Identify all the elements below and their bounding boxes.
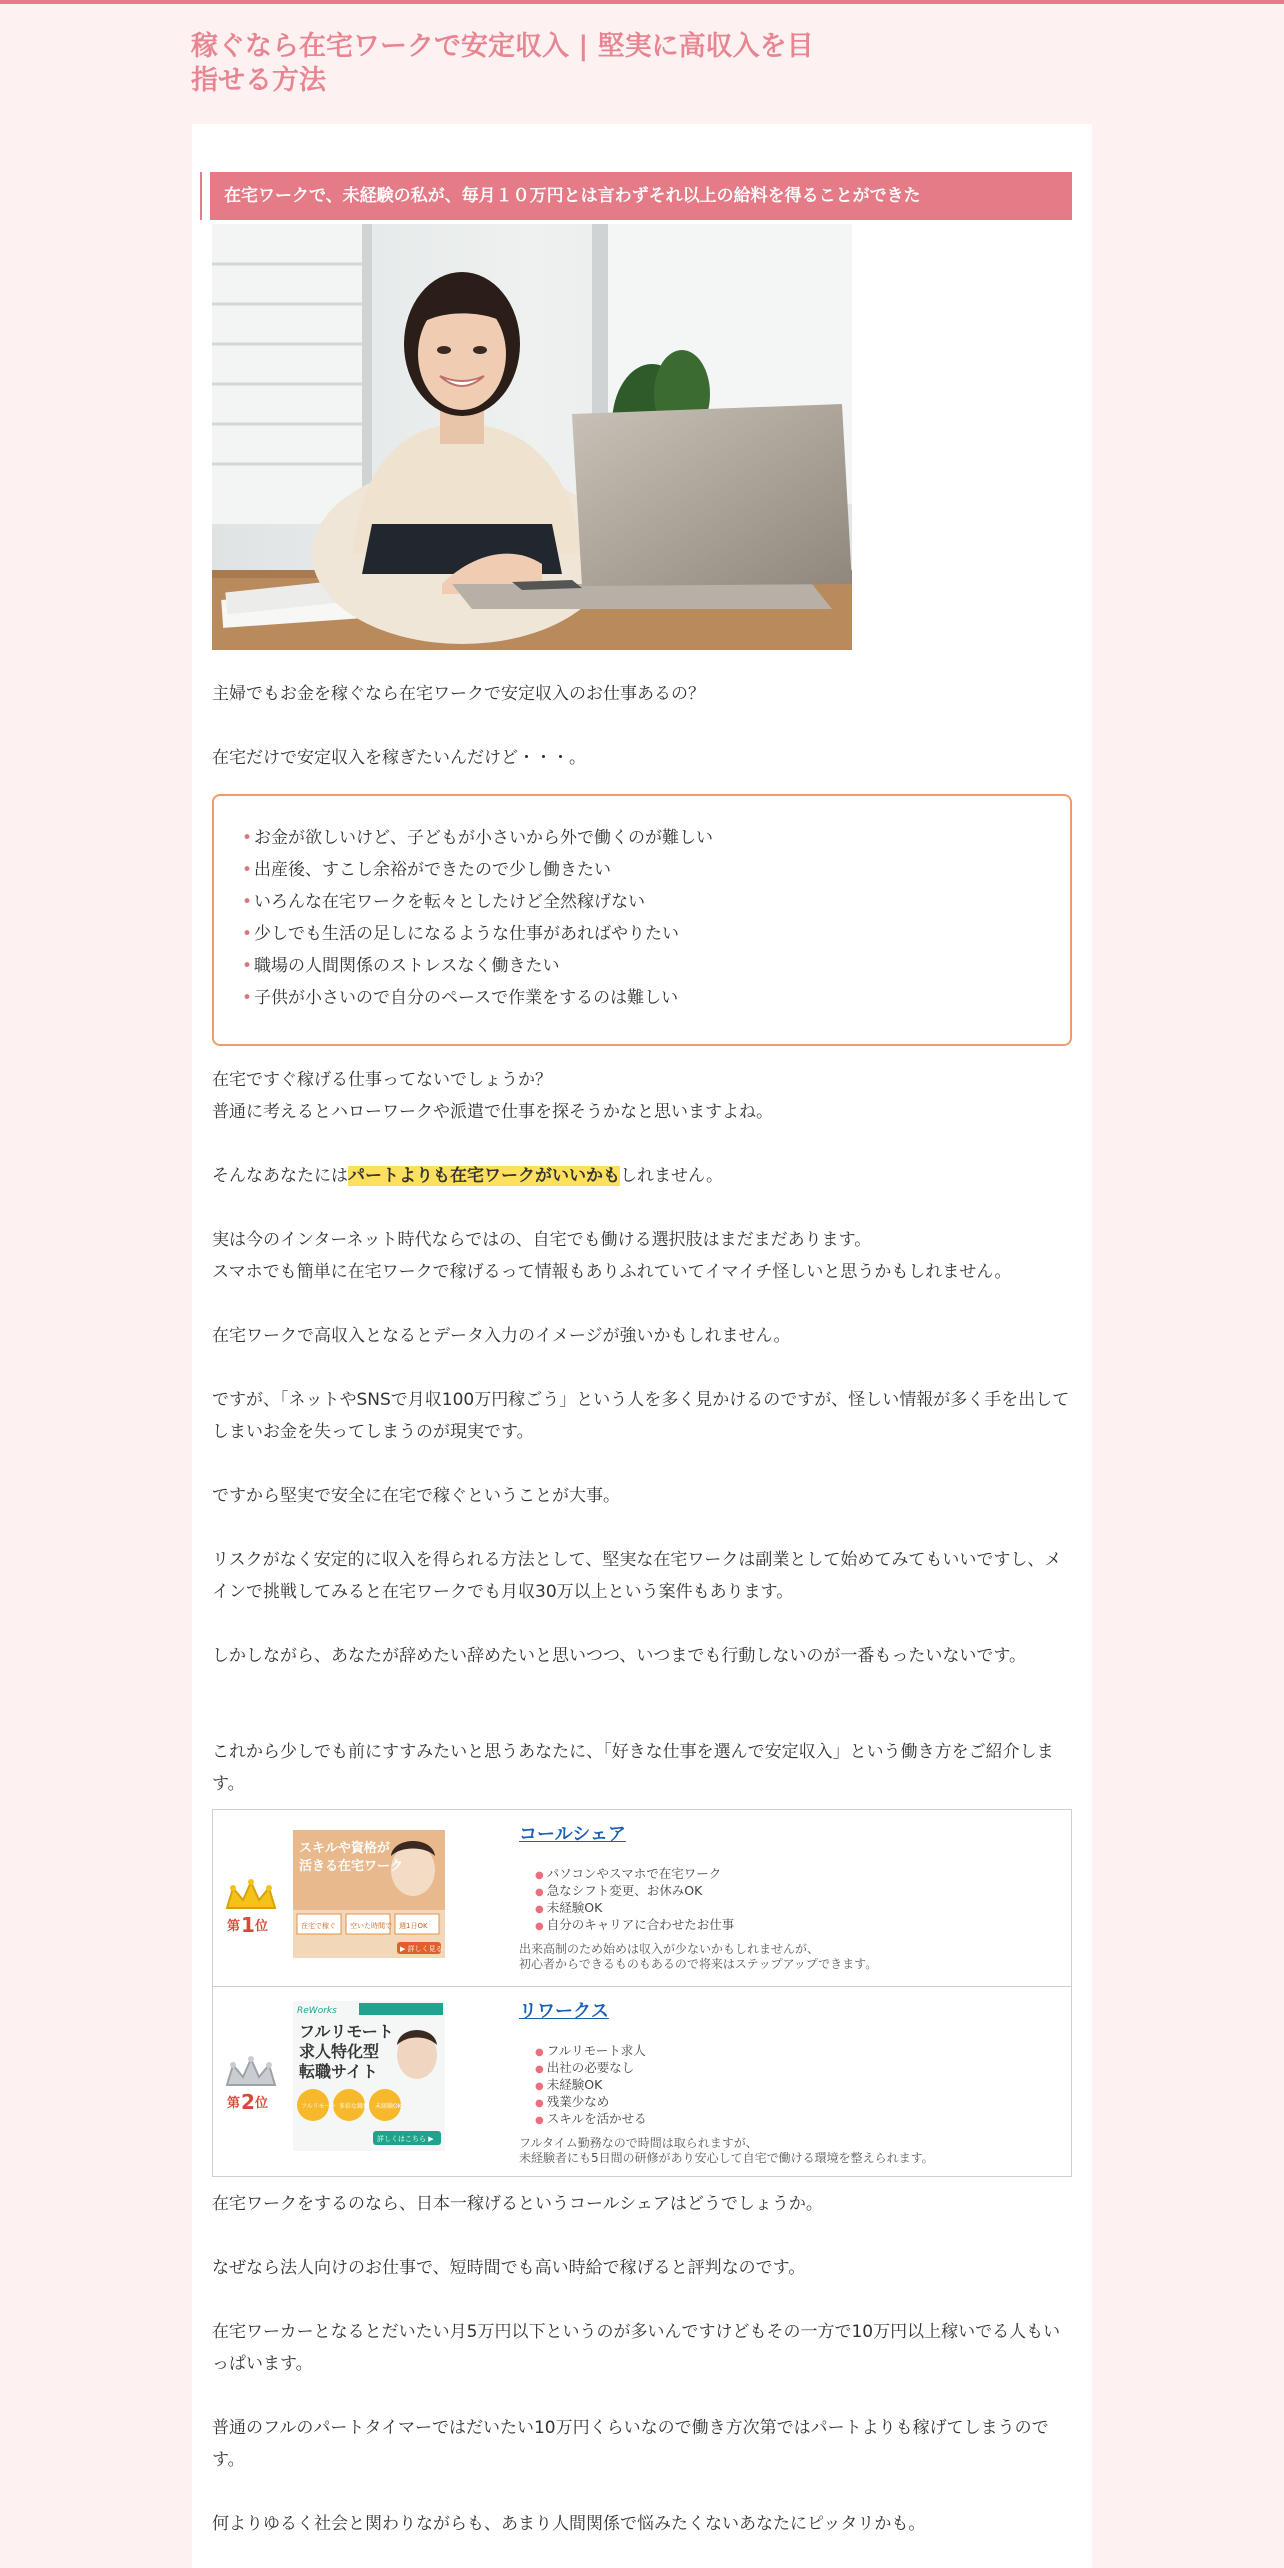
pink-dot-icon: • <box>242 828 253 848</box>
hero-photo-woman-laptop <box>212 224 852 650</box>
checklist-item: • 出産後、すこし余裕ができたので少し働きたい <box>242 860 612 880</box>
svg-text:第: 第 <box>227 2096 241 2111</box>
feature-item: ● 残業少なめ <box>535 2094 610 2109</box>
svg-text:未経験OK: 未経験OK <box>375 2103 402 2110</box>
svg-text:位: 位 <box>255 2096 269 2111</box>
feature-item: ● 未経験OK <box>535 2077 603 2092</box>
pink-dot-icon: ● <box>535 2064 544 2075</box>
svg-text:フルリモート: フルリモート <box>299 2022 394 2041</box>
paragraph-earnings: 在宅ワーカーとなるとだいたい月5万円以下というのが多いんですけどもその一方で10万円以上稼いでる人もいっぱいます。 <box>212 2322 1061 2374</box>
silver-crown-icon <box>219 2051 283 2115</box>
article-content <box>192 124 1092 2568</box>
callshare-banner[interactable] <box>293 1830 445 1958</box>
checklist-item: • 職場の人間関係のストレスなく働きたい <box>242 956 560 976</box>
feature-list <box>519 2043 1059 2128</box>
svg-text:1: 1 <box>241 1913 255 1937</box>
feature-item: ● 自分のキャリアに合わせたお仕事 <box>535 1917 735 1932</box>
paragraph-stable-income: リスクがなく安定的に収入を得られる方法として、堅実な在宅ワークは副業として始めてみてもいいですし、メインで挑戦してみると在宅ワークでも月収30万以上という案件もあります。 <box>212 1550 1062 1602</box>
svg-text:スキルや資格が: スキルや資格が <box>299 1841 390 1856</box>
svg-text:詳しくはこちら ▶: 詳しくはこちら ▶ <box>377 2135 434 2143</box>
paragraph-perfect-fit: 何よりゆるく社会と関わりながらも、あまり人間関係で悩みたくないあなたにピッタリかも。 <box>212 2514 926 2534</box>
pink-dot-icon: ● <box>535 1887 544 1898</box>
feature-item: ● 未経験OK <box>535 1900 603 1915</box>
feature-item: ● 急なシフト変更、お休みOK <box>535 1883 703 1898</box>
pink-dot-icon: • <box>242 924 253 944</box>
svg-text:位: 位 <box>255 1919 269 1934</box>
pink-dot-icon: ● <box>535 2115 544 2126</box>
svg-text:2: 2 <box>241 2090 255 2114</box>
svg-text:空いた時間で: 空いた時間で <box>350 1922 392 1930</box>
feature-item: ● スキルを活かせる <box>535 2111 647 2126</box>
pink-dot-icon: • <box>242 956 253 976</box>
svg-text:ReWorks: ReWorks <box>297 2006 337 2016</box>
intro-question-1: 主婦でもお金を稼ぐなら在宅ワークで安定収入のお仕事あるの？ <box>212 684 705 704</box>
paragraph-recommendation: そんなあなたにはパートよりも在宅ワークがいいかもしれません。 <box>212 1166 724 1186</box>
pink-dot-icon: ● <box>535 2081 544 2092</box>
feature-item: ● 出社の必要なし <box>535 2060 635 2075</box>
ranking-row-2 <box>213 1987 1071 2163</box>
paragraph-job-search: 在宅ですぐ稼げる仕事ってないでしょうか？ 普通に考えるとハローワークや派遣で仕事を探そうかなと思いますよね。 <box>212 1070 773 1122</box>
paragraph-high-hourly: なぜなら法人向けのお仕事で、短時間でも高い時給で稼げると評判なのです。 <box>212 2258 806 2278</box>
feature-list <box>519 1866 1059 1934</box>
checklist-item: • いろんな在宅ワークを転々としたけど全然稼げない <box>242 892 646 912</box>
paragraph-take-action: しかしながら、あなたが辞めたい辞めたいと思いつつ、いつまでも行動しないのが一番もったいないです。 <box>212 1646 1026 1666</box>
gold-crown-icon <box>219 1874 283 1938</box>
article-heading: 在宅ワークで、未経験の私が、毎月１０万円とは言わずそれ以上の給料を得ることができた <box>202 172 1072 220</box>
svg-text:活きる在宅ワーク: 活きる在宅ワーク <box>299 1859 404 1874</box>
intro-question-2: 在宅だけで安定収入を稼ぎたいんだけど・・・。 <box>212 748 586 768</box>
pink-dot-icon: • <box>242 860 253 880</box>
svg-text:フルリモート: フルリモート <box>301 2103 337 2110</box>
checklist-item: • 子供が小さいので自分のペースで作業をするのは難しい <box>242 988 679 1008</box>
pink-dot-icon: ● <box>535 2047 544 2058</box>
ranking-table <box>212 1809 1072 2177</box>
ranking-info-1 <box>519 1820 1059 1972</box>
feature-item: ● フルリモート求人 <box>535 2043 646 2058</box>
pink-dot-icon: ● <box>535 2098 544 2109</box>
paragraph-part-timer: 普通のフルのパートタイマーではだいたい10万円くらいなので働き方次第ではパートよりも稼げてしまうのです。 <box>212 2418 1049 2470</box>
pink-dot-icon: ● <box>535 1870 544 1881</box>
paragraph-safe-earning: ですから堅実で安全に在宅で稼ぐということが大事。 <box>212 1486 620 1506</box>
checklist-item: • 少しでも生活の足しになるような仕事があればやりたい <box>242 924 680 944</box>
callshare-link[interactable]: コールシェア <box>519 1824 626 1845</box>
svg-text:転職サイト: 転職サイト <box>299 2062 378 2081</box>
paragraph-data-entry: 在宅ワークで高収入となるとデータ入力のイメージが強いかもしれません。 <box>212 1326 791 1346</box>
reworks-banner[interactable] <box>293 2001 445 2151</box>
ranking-info-2 <box>519 1997 1059 2166</box>
pink-dot-icon: • <box>242 988 253 1008</box>
site-title[interactable]: 稼ぐなら在宅ワークで安定収入 | 堅実に高収入を目指せる方法 <box>191 31 814 96</box>
svg-text:▶ 詳しく見る: ▶ 詳しく見る <box>400 1945 443 1953</box>
paragraph-callshare: 在宅ワークをするのなら、日本一稼げるというコールシェアはどうでしょうか。 <box>212 2194 823 2214</box>
worry-checklist-box <box>212 794 1072 1046</box>
svg-text:求人特化型: 求人特化型 <box>299 2042 380 2061</box>
pink-dot-icon: ● <box>535 1921 544 1932</box>
paragraph-sns-warning: ですが、「ネットやSNSで月収100万円稼ごう」という人を多く見かけるのですが、怪しい情報が多く手を出してしまいお金を失ってしまうのが現実です。 <box>212 1390 1070 1442</box>
pink-dot-icon: ● <box>535 1904 544 1915</box>
feature-item: ● パソコンやスマホで在宅ワーク <box>535 1866 722 1881</box>
ranking-note: フルタイム勤務なので時間は取られますが、 未経験者にも5日間の研修があり安心して自宅で働ける環境を整えられます。 <box>519 2136 934 2165</box>
paragraph-internet-era: 実は今のインターネット時代ならではの、自宅でも働ける選択肢はまだまだあります。 スマホでも簡単に在宅ワークで稼げるって情報もありふれていてイマイチ怪しいと思うかもしれません。 <box>212 1230 1012 1282</box>
svg-text:多彩な職種: 多彩な職種 <box>339 2103 370 2110</box>
reworks-link[interactable]: リワークス <box>519 2001 609 2022</box>
ranking-note: 出来高制のため始めは収入が少ないかもしれませんが、 初心者からできるものもあるので将来はステップアップできます。 <box>519 1942 878 1971</box>
checklist-item: • お金が欲しいけど、子どもが小さいから外で働くのが難しい <box>242 828 714 848</box>
svg-text:在宅で稼ぐ: 在宅で稼ぐ <box>301 1922 336 1930</box>
highlighted-text: パートよりも在宅ワークがいいかも <box>348 1166 620 1186</box>
pink-dot-icon: • <box>242 892 253 912</box>
svg-text:週1日OK: 週1日OK <box>399 1922 428 1930</box>
svg-text:第: 第 <box>227 1919 241 1934</box>
ranking-row-1 <box>213 1810 1071 1987</box>
paragraph-introduction: これから少しでも前にすすみたいと思うあなたに、「好きな仕事を選んで安定収入」という働き方をご紹介します。 <box>212 1742 1054 1794</box>
